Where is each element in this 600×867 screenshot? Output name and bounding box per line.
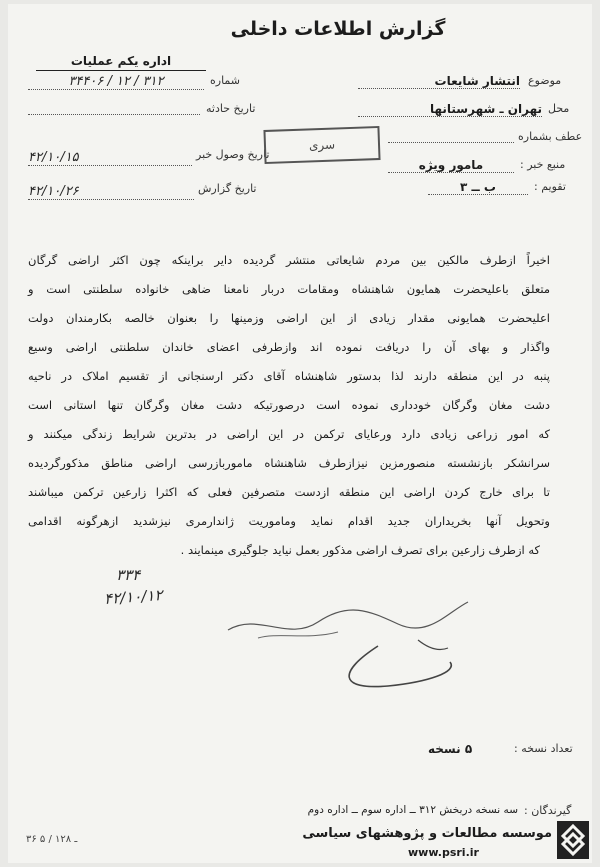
body-line: تا برای خارج کردن اراضی این منطقه ازدست متصرفین فعلی که اکثرا زارعین ترکمن میباشند <box>28 485 550 499</box>
body-line: اعلیحضرت همایونی مقدار زیادی از این اراضی وزمینها را بعنوان خالصه بکارمندان دولت <box>28 311 550 325</box>
evaluation-label: تقویم : <box>534 180 566 193</box>
body-line: متعلق باعلیحضرت همایون شاهنشاه ومقامات دربار نامعنا ضاهی خانواده سلطنتی است و <box>28 282 550 296</box>
reference-line <box>388 142 514 143</box>
classification-stamp: سری <box>263 126 380 164</box>
body-line: وتحویل آنها بخریداران جدید اقدام نماید وماموریت ژاندارمری نیزشدید ازهرگونه اقدامی <box>28 514 550 528</box>
institute-logo-icon <box>556 820 590 860</box>
body-line: که ازطرف زارعین برای تصرف اراضی مذکور بعمل نیاید جلوگیری مینمایند . <box>180 543 540 557</box>
copies-value: ۵ نسخه <box>428 742 473 756</box>
place-value: تهران ـ شهرستانها <box>358 102 542 117</box>
place-label: محل <box>548 102 570 115</box>
subject-value: انتشار شایعات <box>358 74 520 89</box>
incident-date-line <box>28 114 200 115</box>
body-line: پنبه در این منطقه دارند لذا بدستور شاهنشاه آقای دکتر ارسنجانی از تقسیم املاک در ناحیه <box>28 369 550 383</box>
source-value: مامور ویژه <box>388 158 514 173</box>
received-date-label: تاریخ وصول خبر <box>196 148 270 161</box>
evaluation-value: ب ــ ۳ <box>428 180 528 195</box>
body-line: دشت مغان وگرگان خودداری نموده است درصورتیکه دشت مغان وگرگان تنها استانی است <box>28 398 550 412</box>
report-date-value: ۴۲/۱۰/۲۶ <box>28 184 194 200</box>
body-line: واگذار و بهای آن را دریافت نموده اند وازطرفی اعضای خاندان سلطنتی اراضی وسیع <box>28 340 550 354</box>
body-line: اخیراً ازطرف مالکین بین مردم شایعاتی منتشر گردیده دایر براینکه چون اکثر اراضی گرگان <box>28 253 550 267</box>
copies-label: تعداد نسخه : <box>514 742 573 755</box>
source-label: منبع خبر : <box>520 158 566 171</box>
body-line: سرانشکر بازنشسته منصورمزین نیزازطرف شاهنشاه ماموربازرسی اراضی مناطق مذکورگردیده <box>28 456 550 470</box>
incident-date-label: تاریخ حادثه <box>206 102 256 115</box>
distribution-label: گیرندگان : <box>524 804 572 817</box>
doc-code: ۳۶ ـ ۱۲۸ / ۵ <box>26 834 78 845</box>
institute-url: www.psri.ir <box>408 846 479 859</box>
body-line: که امور زراعی زیادی دارد ورعایای ترکمن در این اراضی در بدترین شرایط زندگی میکنند و <box>28 427 550 441</box>
institute-name: موسسه مطالعات و پژوهشهای سیاسی <box>302 826 552 841</box>
distribution-value: سه نسخه دربخش ۳۱۲ ــ اداره سوم ــ اداره دوم <box>307 804 518 816</box>
office-name: اداره یکم عملیات <box>36 54 206 71</box>
report-date-label: تاریخ گزارش <box>198 182 257 195</box>
handwritten-date: ۴۲/۱۰/۱۲ <box>103 585 164 609</box>
document-title: گزارش اطلاعات داخلی <box>230 18 446 40</box>
handwritten-number: ۳۳۴ <box>116 566 141 584</box>
subject-label: موضوع <box>528 74 562 87</box>
handwritten-signature <box>218 582 478 702</box>
reference-label: عطف بشماره <box>518 130 583 143</box>
number-value: ۳۴۴۰۶ / ۱۲ / ۳۱۲ <box>28 74 204 90</box>
received-date-value: ۴۲/۱۰/۱۵ <box>28 150 192 166</box>
number-label: شماره <box>210 74 241 87</box>
document-page <box>8 4 592 863</box>
